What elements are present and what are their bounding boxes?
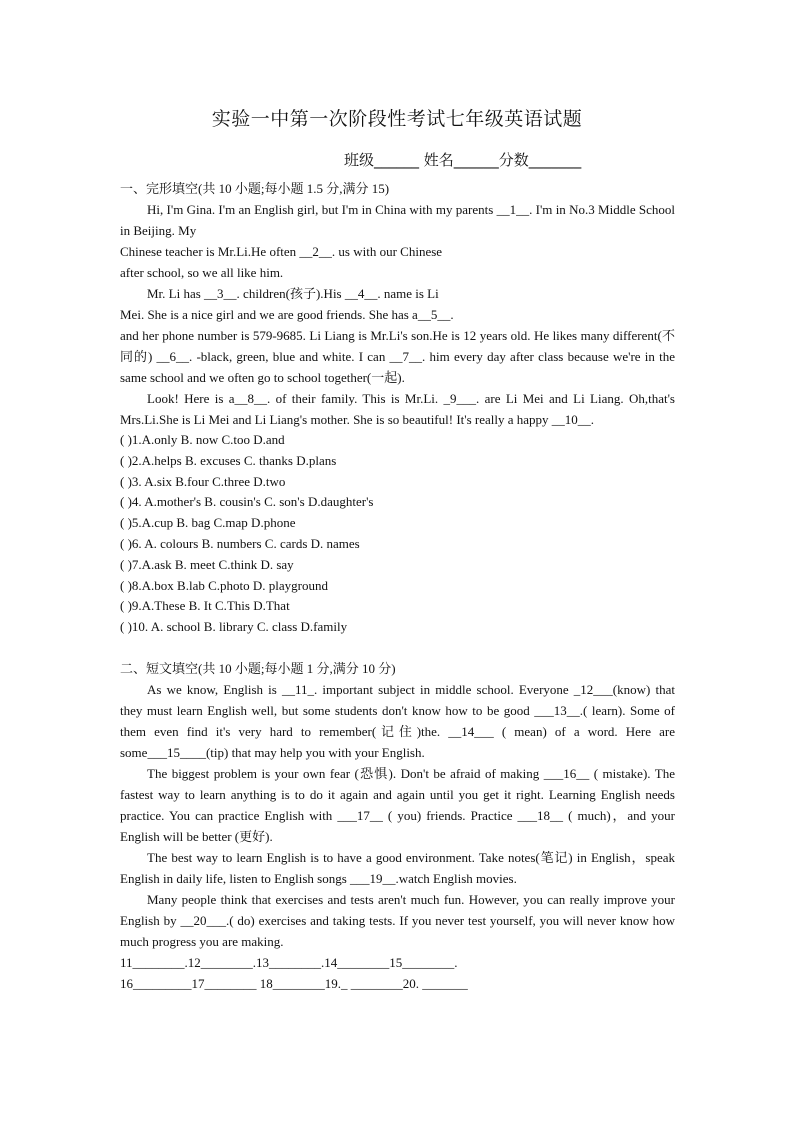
cloze-line-7: Look! Here is a__8__. of their family. This is Mr.Li. _9___. are Li Mei and Li Liang. Oh,that's Mrs.Li.She is Li Mei and Li Liang's mother. She is so beautiful! It's really a happy __10__. xyxy=(120,391,675,427)
option-line-1: ( )1.A.only B. now C.too D.and xyxy=(120,432,285,447)
answer-line-2: 16_________17________ 18________19._ ________20. _______ xyxy=(120,975,468,991)
cloze-line-3: after school, so we all like him. xyxy=(120,265,284,280)
cloze-options xyxy=(120,430,675,638)
section2-heading: 二、短文填空(共 10 小题;每小题 1 分,满分 10 分) xyxy=(120,660,396,676)
option-line-4: ( )4. A.mother's B. cousin's C. son's D.daughter's xyxy=(120,494,374,510)
student-info-line: 班级______ 姓名______分数_______ xyxy=(344,151,582,169)
fill-paragraph-2: The biggest problem is your own fear (恐惧). Don't be afraid of making ___16__ ( mistake). The fastest way to learn anything is to do it again and again until you get it right. Learning English needs practice. You can practice English with ___17__ ( you) friends. Practice ___18__ ( much)，and your English will be better (更好). xyxy=(120,765,675,844)
cloze-line-2: Chinese teacher is Mr.Li.He often __2__. us with our Chinese xyxy=(120,244,443,259)
option-line-7: ( )7.A.ask B. meet C.think D. say xyxy=(120,556,294,572)
option-line-6: ( )6. A. colours B. numbers C. cards D. names xyxy=(120,535,360,551)
exam-title: 实验一中第一次阶段性考试七年级英语试题 xyxy=(211,108,583,130)
cloze-line-5: Mei. She is a nice girl and we are good friends. She has a__5__. xyxy=(120,307,454,322)
option-line-5: ( )5.A.cup B. bag C.map D.phone xyxy=(120,515,296,531)
exam-content xyxy=(120,178,675,994)
option-line-9: ( )9.A.These B. It C.This D.That xyxy=(120,598,290,614)
fill-paragraph-1: As we know, English is __11_. important subject in middle school. Everyone _12___(know) that they must learn English well, but some students don't know how to be good ___13__.( learn). Some of them even find it's very hard to remember(记住)the. __14___ ( mean) of a word. Here are some___15____(tip) that may help you with your English. xyxy=(120,681,675,760)
option-line-10: ( )10. A. school B. library C. class D.family xyxy=(120,619,348,635)
section-spacer xyxy=(120,638,675,658)
option-line-8: ( )8.A.box B.lab C.photo D. playground xyxy=(120,577,328,593)
answer-line-1: 11________.12________.13________.14________15________. xyxy=(120,954,458,970)
cloze-line-6: and her phone number is 579-9685. Li Liang is Mr.Li's son.He is 12 years old. He likes many different(不同的) __6__. -black, green, blue and white. I can __7__. him every day after class because we're in the same school and we often go to school together(一起). xyxy=(120,328,675,385)
cloze-line-4: Mr. Li has __3__. children(孩子).His __4__. name is Li xyxy=(147,286,439,301)
section1-heading: 一、完形填空(共 10 小题;每小题 1.5 分,满分 15) xyxy=(120,181,390,196)
option-line-2: ( )2.A.helps B. excuses C. thanks D.plans xyxy=(120,452,337,468)
option-line-3: ( )3. A.six B.four C.three D.two xyxy=(120,473,286,489)
cloze-line-1: Hi, I'm Gina. I'm an English girl, but I'm in China with my parents __1__. I'm in No.3 Middle School in Beijing. My xyxy=(120,202,675,238)
fill-paragraph-4: Many people think that exercises and tests aren't much fun. However, you can really improve your English by __20___.( do) exercises and taking tests. If you never test yourself, you will never know how much progress you are making. xyxy=(120,891,675,949)
fill-paragraph-3: The best way to learn English is to have a good environment. Take notes(笔记) in English，speak English in daily life, listen to English songs ___19__.watch English movies. xyxy=(120,849,675,886)
